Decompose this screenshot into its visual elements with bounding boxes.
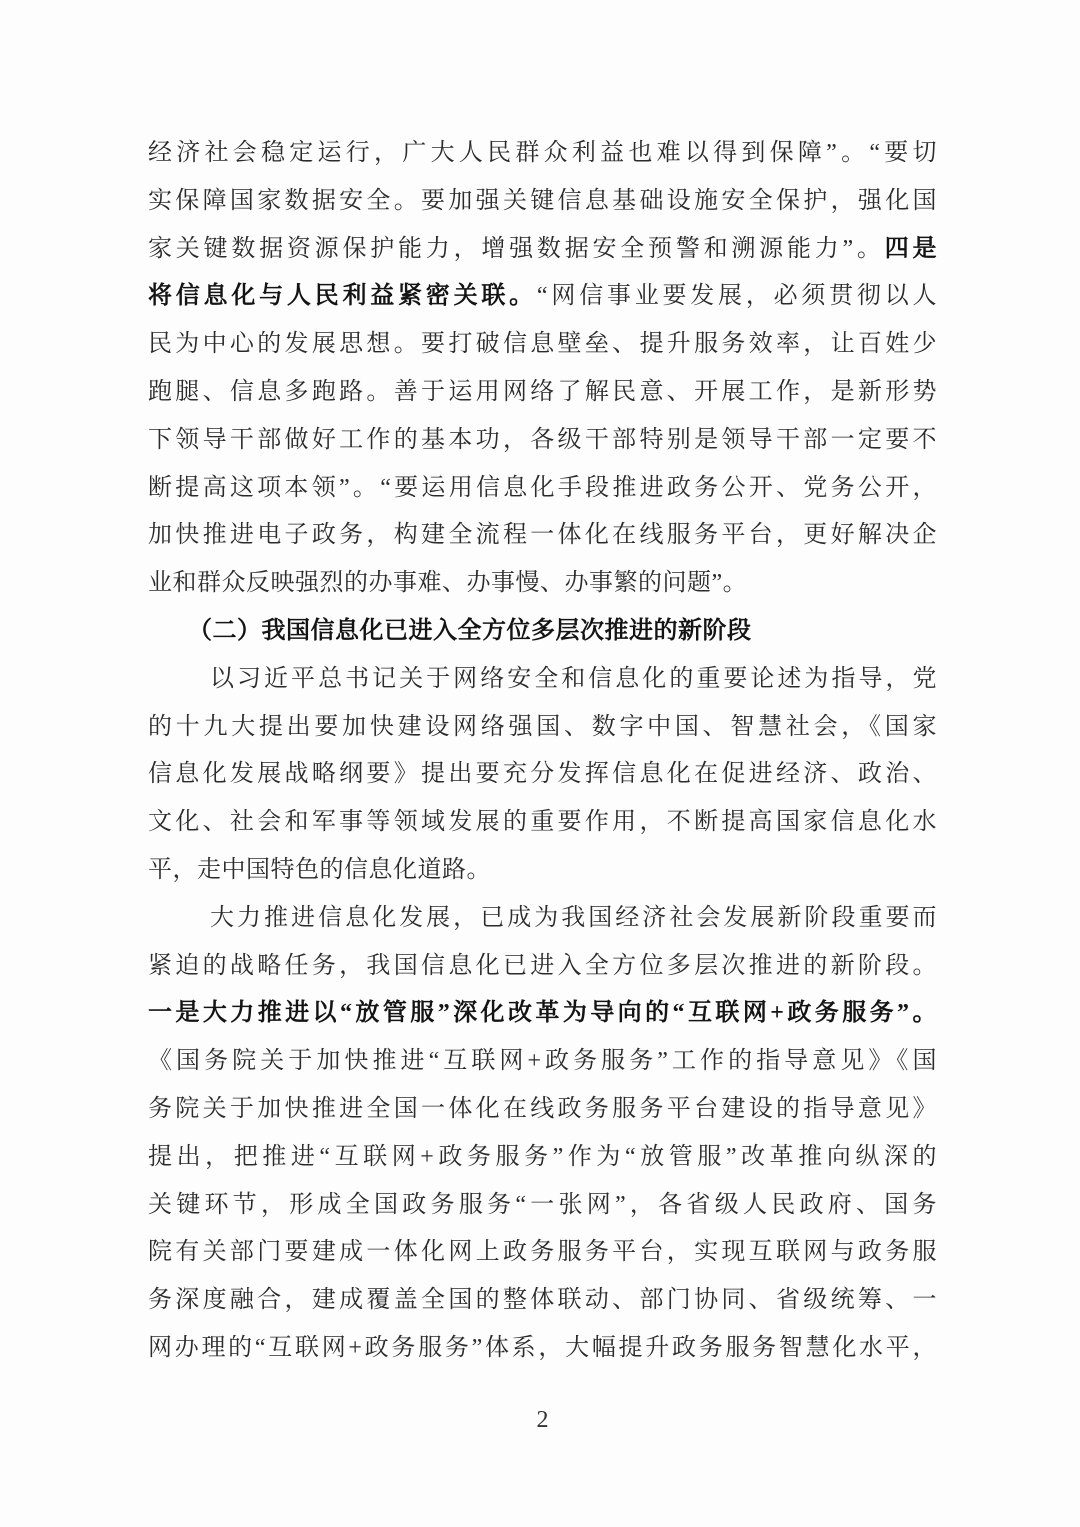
text-line: [148, 226, 937, 274]
document-body: [148, 130, 937, 1373]
text-line: [148, 512, 937, 560]
text-line: [148, 465, 937, 513]
text-line: [148, 560, 937, 608]
paragraph: [148, 656, 937, 895]
body-text: 文化、社会和军事等领域发展的重要作用，不断提高国家信息化水: [148, 809, 937, 836]
body-text: “网信事业要发展，必须贯彻以人: [536, 283, 937, 310]
body-text: 以习近平总书记关于网络安全和信息化的重要论述为指导，党: [210, 665, 937, 692]
text-line: [148, 369, 937, 417]
section-heading: [148, 608, 937, 656]
text-line: [148, 1134, 937, 1182]
text-line: [148, 1325, 937, 1373]
text-line: [148, 1038, 937, 1086]
body-text: 业和群众反映强烈的办事难、办事慢、办事繁的问题”。: [148, 570, 748, 597]
body-text: 的十九大提出要加快建设网络强国、数字中国、智慧社会，《国家: [148, 713, 937, 740]
body-text: 经济社会稳定运行，广大人民群众利益也难以得到保障”。“要切: [148, 140, 937, 166]
paragraph: [148, 895, 937, 1373]
text-line: [148, 1229, 937, 1277]
text-line: [148, 321, 937, 369]
text-line: [148, 751, 937, 799]
page-footer: [148, 1407, 937, 1434]
text-line: [148, 130, 937, 178]
text-line: [148, 943, 937, 991]
section-heading-block: [148, 608, 937, 656]
text-line: [148, 990, 937, 1038]
body-text: 下领导干部做好工作的基本功，各级干部特别是领导干部一定要不: [148, 426, 937, 453]
body-text: 平，走中国特色的信息化道路。: [148, 856, 491, 883]
text-line: [148, 895, 937, 943]
body-text: 关键环节，形成全国政务服务“一张网”，各省级人民政府、国务: [148, 1191, 937, 1218]
text-line: [148, 799, 937, 847]
text-line: [148, 1086, 937, 1134]
text-line: [148, 273, 937, 321]
body-text: 紧迫的战略任务，我国信息化已进入全方位多层次推进的新阶段。: [148, 952, 937, 979]
body-text: 实保障国家数据安全。要加强关键信息基础设施安全保护，强化国: [148, 187, 937, 214]
body-text: 院有关部门要建成一体化网上政务服务平台，实现互联网与政务服: [148, 1239, 937, 1266]
body-text: 务院关于加快推进全国一体化在线政务服务平台建设的指导意见》: [148, 1095, 937, 1122]
body-text: 《国务院关于加快推进“互联网+政务服务”工作的指导意见》《国: [148, 1048, 937, 1075]
paragraph: [148, 130, 937, 608]
text-line: [148, 178, 937, 226]
bold-text: （二）我国信息化已进入全方位多层次推进的新阶段: [188, 617, 752, 644]
body-text: 大力推进信息化发展，已成为我国经济社会发展新阶段重要而: [210, 904, 937, 931]
text-line: [148, 656, 937, 704]
text-line: [148, 1277, 937, 1325]
bold-text: 将信息化与人民利益紧密关联。: [148, 283, 537, 310]
text-line: [148, 847, 937, 895]
body-text: 网办理的“互联网+政务服务”体系，大幅提升政务服务智慧化水平，: [148, 1334, 937, 1361]
body-text: 民为中心的发展思想。要打破信息壁垒、提升服务效率，让百姓少: [148, 331, 937, 358]
text-line: [148, 1182, 937, 1230]
body-text: 加快推进电子政务，构建全流程一体化在线服务平台，更好解决企: [148, 522, 937, 549]
text-line: [148, 417, 937, 465]
text-line: [148, 704, 937, 752]
bold-text: 四是: [884, 235, 937, 262]
bold-text: 一是大力推进以“放管服”深化改革为导向的“互联网+政务服务”。: [148, 1000, 937, 1027]
body-text: 信息化发展战略纲要》提出要充分发挥信息化在促进经济、政治、: [148, 761, 937, 788]
body-text: 家关键数据资源保护能力，增强数据安全预警和溯源能力”。: [148, 235, 885, 262]
body-text: 跑腿、信息多跑路。善于运用网络了解民意、开展工作，是新形势: [148, 378, 937, 405]
body-text: 务深度融合，建成覆盖全国的整体联动、部门协同、省级统筹、一: [148, 1287, 937, 1314]
body-text: 断提高这项本领”。“要运用信息化手段推进政务公开、党务公开，: [148, 474, 937, 501]
body-text: 提出，把推进“互联网+政务服务”作为“放管服”改革推向纵深的: [148, 1143, 937, 1170]
page-number: 2: [536, 1406, 549, 1433]
